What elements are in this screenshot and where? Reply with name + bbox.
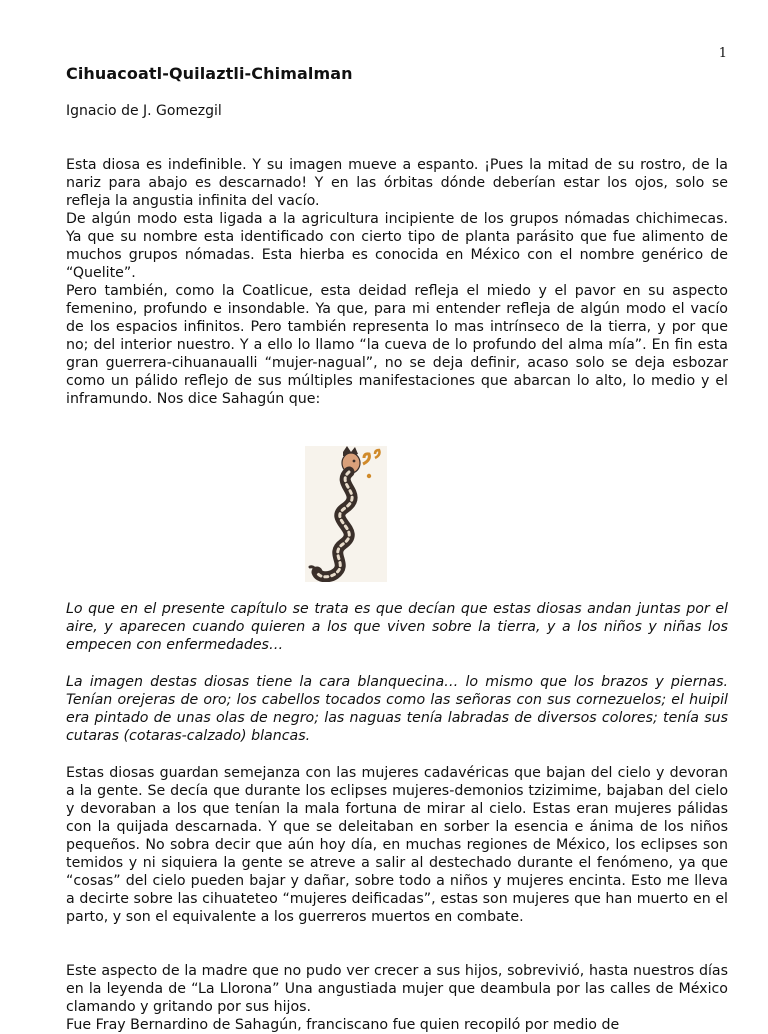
paragraph-intro-2: De algún modo esta ligada a la agricultura incipiente de los grupos nómadas chichimecas. Ya que su nombre esta identificado con cierto tipo de planta parásito que fue alimento de muchos grupos nómadas. Esta hierba es conocida en México con el nombre genérico de “Quelite”. (66, 211, 728, 281)
quote-1-text: Lo que en el presente capítulo se trata es que decían que estas diosas andan juntas por el aire, y aparecen cuando quieren a los que viven sobre la tierra, y a los niños y niñas los empecen con enfermedades… (66, 601, 728, 653)
author-line: Ignacio de J. Gomezgil (66, 103, 222, 119)
figure-eye (353, 460, 356, 463)
quote-1 (66, 600, 728, 654)
intro-section (66, 156, 728, 408)
paragraph-c: Este aspecto de la madre que no pudo ver crecer a sus hijos, sobrevivió, hasta nuestros días en la leyenda de “La Llorona” Una angustiada mujer que deambula por las calles de México clamando y gritando por sus hijos. (66, 963, 728, 1015)
figure-speech-dot (367, 474, 371, 478)
paragraph-section-b (66, 764, 728, 926)
document-title: Cihuacoatl-Quilaztli-Chimalman (66, 64, 353, 83)
quote-2 (66, 673, 728, 745)
page-number: 1 (718, 46, 727, 61)
paragraph-d-partial: Fue Fray Bernardino de Sahagún, franciscano fue quien recopiló por medio de (66, 1017, 620, 1033)
paragraph-section-c (66, 962, 728, 1034)
paragraph-intro-3: Pero también, como la Coatlicue, esta deidad refleja el miedo y el pavor en su aspecto femenino, profundo e insondable. Ya que, para mi entender refleja de algún modo el vacío de los espacios infinitos. Pero también representa lo mas intrínseco de la tierra, y por que no; del interior nuestro. Y a ello lo llamo “la cueva de lo profundo del alma mía”. En fin esta gran guerrera-cihuanaualli “mujer-nagual”, no se deja definir, acaso solo se deja esbozar como un pálido reflejo de sus múltiples manifestaciones que abarcan lo alto, lo medio y el inframundo. Nos dice Sahagún que: (66, 283, 728, 407)
cihuacoatl-figure-image (305, 446, 387, 582)
paragraph-b: Estas diosas guardan semejanza con las mujeres cadavéricas que bajan del cielo y devoran a la gente. Se decía que durante los eclipses mujeres-demonios tzizimime, bajaban del cielo y devoraban a los que tenían la mala fortuna de mirar al cielo. Estas eran mujeres pálidas con la quijada descarnada. Y que se deleitaban en sorber la esencia e ánima de los niños pequeños. No sobra decir que aún hoy día, en muchas regiones de México, los eclipses son temidos y ni siquiera la gente se atreve a salir al destechado durante el fenómeno, ya que “cosas” del cielo pueden bajar y dañar, sobre todo a niños y mujeres encinta. Esto me lleva a decirte sobre las cihuateteo “mujeres deificadas”, estas son mujeres que han muerto en el parto, y son el equivalente a los guerreros muertos en combate. (66, 765, 728, 925)
quote-2-text: La imagen destas diosas tiene la cara blanquecina… lo mismo que los brazos y piernas. Tenían orejeras de oro; los cabellos tocados como las señoras con sus cornezuelos; el huipil era pintado de unas olas de negro; las naguas tenía labradas de diversos colores; tenía sus cutaras (cotaras-calzado) blancas. (66, 674, 728, 744)
paragraph-intro-1: Esta diosa es indefinible. Y su imagen mueve a espanto. ¡Pues la mitad de su rostro, de la nariz para abajo es descarnado! Y en las órbitas dónde deberían estar los ojos, solo se refleja la angustia infinita del vacío. (66, 157, 728, 209)
